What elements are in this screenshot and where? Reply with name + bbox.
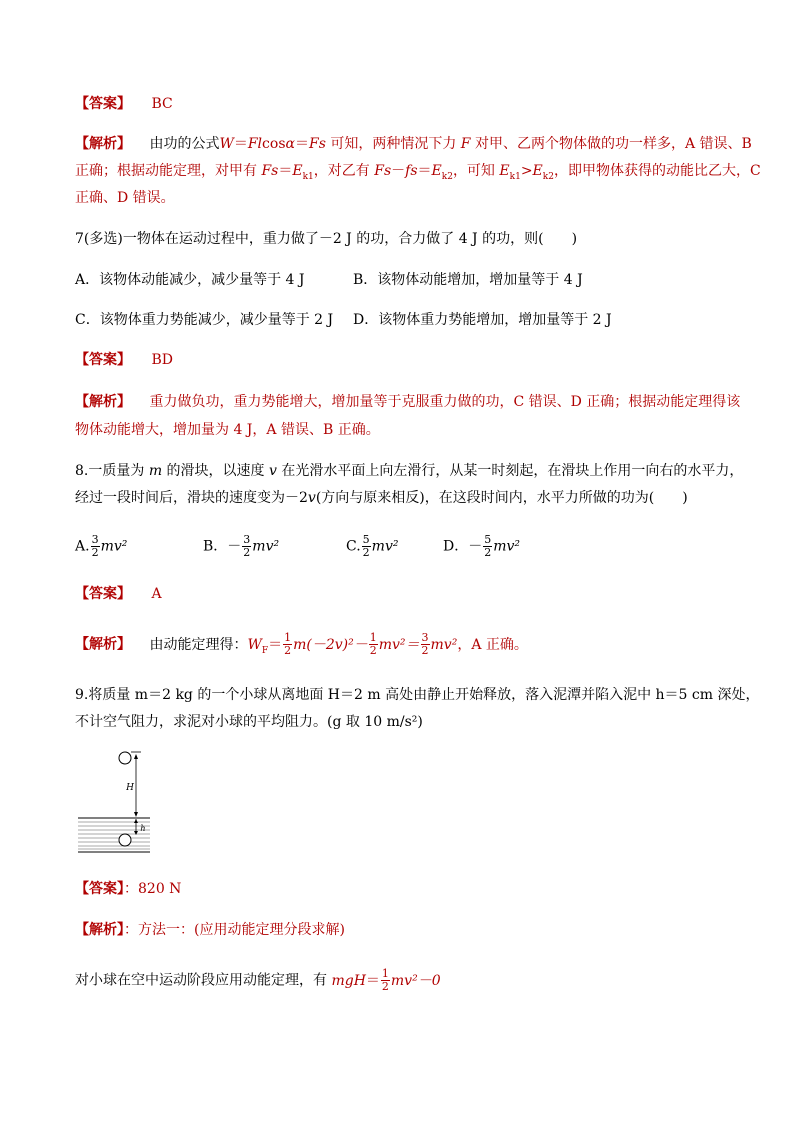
q9-answer-line — [75, 879, 181, 899]
q6-formula: ＝ — [233, 136, 248, 152]
q8-answer: A — [151, 586, 162, 602]
q7-analysis-line-1 — [75, 392, 740, 412]
q6-formula: fs — [405, 163, 418, 179]
answer-tag: 【答案】 — [75, 352, 131, 368]
q9-formula: ＝ — [365, 972, 380, 989]
h-arrow-up — [134, 754, 138, 759]
q6-formula: ＝ — [294, 136, 309, 152]
q8-formula: mv² — [430, 636, 458, 653]
q6-formula: k1 — [302, 171, 314, 182]
q8-option-label: C. — [346, 538, 361, 555]
fraction-denominator: 2 — [421, 644, 429, 657]
start-ball — [119, 752, 131, 764]
q8-stem-text: 经过一段时间后，滑块的速度变为－2 — [75, 490, 308, 506]
fraction-numerator: 1 — [284, 631, 292, 644]
q8-option-label: A. — [75, 538, 90, 555]
q8-stem-line-1 — [75, 461, 743, 481]
q6-analysis-text: ，可知 — [452, 163, 500, 179]
q6-formula: ＝ — [278, 163, 293, 179]
q9-formula: mgH — [331, 972, 366, 989]
q8-stem-var: v — [307, 490, 316, 506]
q8-option-c — [346, 534, 398, 559]
q9-answer-prefix: ： — [124, 881, 138, 897]
q6-analysis-text: ，即甲物体获得的动能比乙大，C — [553, 163, 761, 179]
fraction-numerator: 3 — [243, 533, 251, 546]
q9-figure — [75, 748, 155, 858]
fraction-denominator: 2 — [362, 546, 370, 559]
q6-analysis-text: 可知，两种情况下力 — [325, 136, 461, 152]
q6-formula: k2 — [441, 171, 453, 182]
answer-tag: 【答案】 — [75, 881, 124, 897]
q6-analysis-line-1 — [75, 134, 752, 154]
q7-option-d: D．该物体重力势能增加，增加量等于 2 J — [353, 312, 612, 328]
q8-formula: mv²＝ — [378, 636, 420, 653]
q7-answer-line — [75, 350, 173, 370]
q8-stem-line-2 — [75, 488, 688, 508]
q8-stem-text: (方向与原来相反)，在这段时间内，水平力所做的功为( ) — [315, 490, 688, 506]
fraction-numerator: 3 — [421, 631, 429, 644]
q8-option-expr: mv² — [371, 538, 399, 555]
label-h-big: H — [126, 783, 134, 793]
q6-formula: F — [460, 136, 471, 152]
q6-analysis-text: 由功的公式 — [149, 136, 220, 152]
q6-formula: ＝ — [417, 163, 432, 179]
q8-formula: m(－2v)²－ — [293, 636, 368, 653]
q6-analysis-text: 正确；根据动能定理，对甲有 — [75, 163, 262, 179]
q8-analysis-text: ，A 正确。 — [457, 636, 528, 653]
fraction-denominator: 2 — [381, 980, 389, 993]
q6-analysis-line-2 — [75, 161, 761, 187]
q8-stem-text: 8.一质量为 — [75, 463, 149, 479]
q6-formula: E — [499, 163, 510, 179]
q6-analysis-text: 对甲、乙两个物体做的功一样多，A 错误、B — [470, 136, 752, 152]
q6-formula: > — [520, 163, 533, 179]
fraction-numerator: 3 — [91, 533, 99, 546]
analysis-tag: 【解析】 — [75, 922, 124, 938]
answer-tag: 【答案】 — [75, 96, 131, 112]
q9-analysis-line — [75, 920, 345, 940]
answer-tag: 【答案】 — [75, 586, 131, 602]
q6-formula: cos — [262, 136, 286, 152]
q8-option-label: B．－ — [203, 538, 242, 555]
q6-analysis-text: ，对乙有 — [313, 163, 375, 179]
q6-formula: Fs — [308, 136, 326, 152]
q7-option-a: A．该物体动能减少，减少量等于 4 J — [75, 272, 305, 288]
q8-formula: F — [261, 645, 269, 656]
q7-option-b: B．该物体动能增加，增加量等于 4 J — [353, 272, 583, 288]
q9-analysis-text: ：方法一：(应用动能定理分段求解) — [124, 922, 345, 938]
fraction-numerator: 5 — [362, 533, 370, 546]
q8-option-expr: mv² — [252, 538, 280, 555]
q9-stem-line-2: 不计空气阻力，求泥对小球的平均阻力。(g 取 10 m/s²) — [75, 714, 423, 730]
q8-option-d — [443, 534, 520, 559]
q6-formula: k1 — [509, 171, 521, 182]
q9-stem-line-1: 9.将质量 m＝2 kg 的一个小球从离地面 H＝2 m 高处由静止开始释放，落入泥潭并陷入泥中 h＝5 cm 深处， — [75, 687, 760, 703]
q9-answer: 820 N — [138, 881, 182, 897]
fraction-denominator: 2 — [91, 546, 99, 559]
q8-formula: W — [247, 636, 262, 653]
fraction-numerator: 5 — [484, 533, 492, 546]
fraction-denominator: 2 — [243, 546, 251, 559]
q6-formula: － — [391, 163, 406, 179]
analysis-tag: 【解析】 — [75, 636, 131, 653]
q6-formula: k2 — [542, 171, 554, 182]
q8-formula: ＝ — [268, 636, 283, 653]
q6-formula: Fs — [374, 163, 392, 179]
q6-formula: α — [285, 136, 295, 152]
q7-stem: 7(多选)一物体在运动过程中，重力做了－2 J 的功，合力做了 4 J 的功，则( ) — [75, 231, 578, 247]
q9-formula: mv²－0 — [390, 972, 441, 989]
analysis-tag: 【解析】 — [75, 394, 131, 410]
q6-formula: E — [292, 163, 303, 179]
q8-option-expr: mv² — [493, 538, 521, 555]
q8-option-b — [203, 534, 279, 559]
fraction-denominator: 2 — [369, 644, 377, 657]
h-arrow-down — [134, 812, 138, 817]
q9-text: 对小球在空中运动阶段应用动能定理，有 — [75, 972, 332, 989]
q6-answer: BC — [151, 96, 173, 112]
q6-formula: E — [532, 163, 543, 179]
q6-answer-line — [75, 94, 173, 114]
q7-analysis-line-2: 物体动能增大，增加量为 4 J，A 错误、B 正确。 — [75, 422, 380, 438]
q8-stem-text: 的滑块，以速度 — [162, 463, 269, 479]
q7-analysis-text: 重力做负功，重力势能增大，增加量等于克服重力做的功，C 错误、D 正确；根据动能定理得该 — [149, 394, 741, 410]
q6-analysis-line-3: 正确、D 错误。 — [75, 190, 175, 206]
fraction-numerator: 1 — [369, 631, 377, 644]
q8-option-a — [75, 534, 127, 559]
q7-option-c: C．该物体重力势能减少，减少量等于 2 J — [75, 312, 334, 328]
label-h-small: h — [140, 824, 146, 833]
q9-equation-line — [75, 968, 441, 993]
q8-option-expr: mv² — [100, 538, 128, 555]
q8-stem-text: 在光滑水平面上向左滑行，从某一时刻起，在滑块上作用一向右的水平力， — [276, 463, 744, 479]
q8-stem-var: v — [269, 463, 277, 479]
q8-answer-line — [75, 584, 162, 604]
q6-formula: W — [219, 136, 234, 152]
fraction-denominator: 2 — [284, 644, 292, 657]
q6-formula: Fs — [261, 163, 279, 179]
q6-formula: Fl — [247, 136, 263, 152]
q8-option-label: D．－ — [443, 538, 483, 555]
mud-area — [78, 818, 150, 853]
q8-stem-var: m — [148, 463, 163, 479]
q8-analysis-text: 由动能定理得： — [149, 636, 248, 653]
sunk-ball — [119, 834, 131, 846]
fraction-denominator: 2 — [484, 546, 492, 559]
analysis-tag: 【解析】 — [75, 136, 131, 152]
q6-formula: E — [431, 163, 442, 179]
q7-answer: BD — [151, 352, 173, 368]
fraction-numerator: 1 — [381, 967, 389, 980]
q8-analysis-line — [75, 632, 528, 660]
